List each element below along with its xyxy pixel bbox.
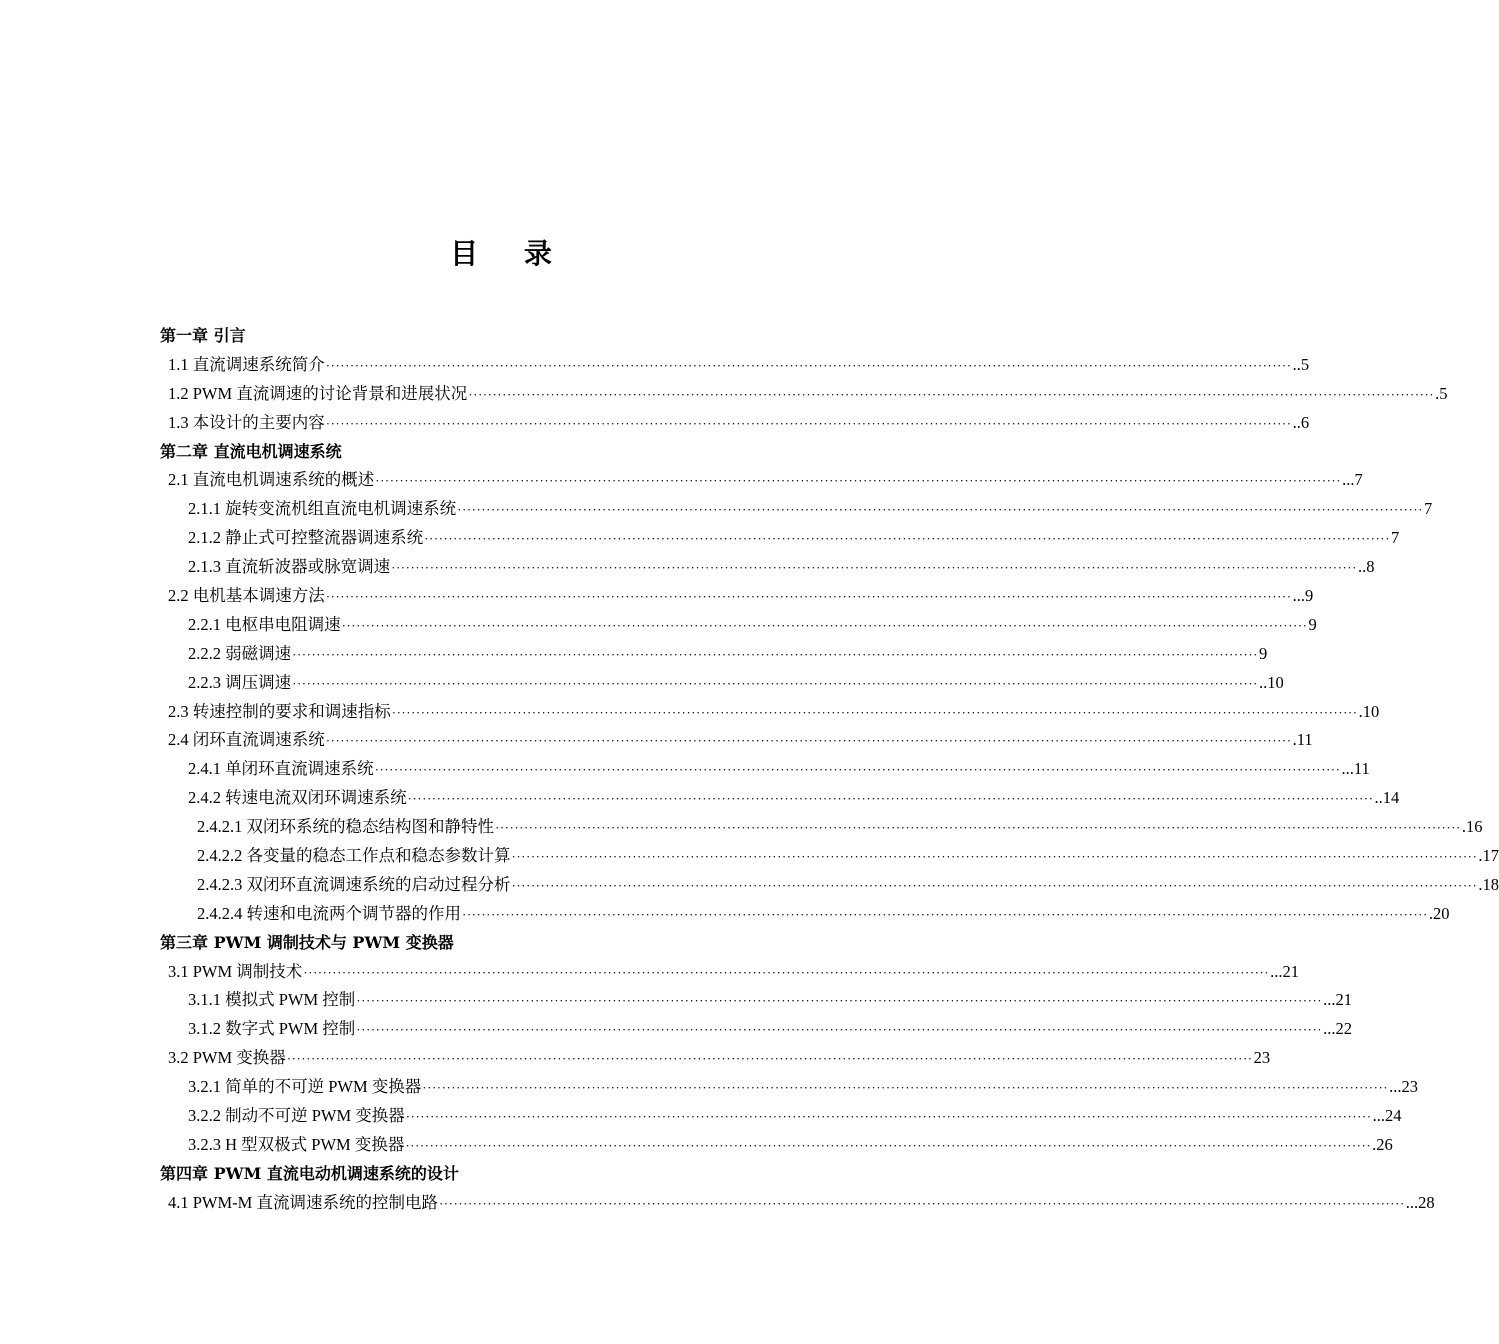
toc-entry-label: 2.4.2 转速电流双闭环调速系统 xyxy=(188,788,407,808)
toc-entry[interactable] xyxy=(160,784,1400,813)
toc-entry-label: 2.2.3 调压调速 xyxy=(188,672,292,692)
toc-page-number: ...21 xyxy=(1323,990,1352,1010)
dot-leader: ········································································································································································································ xyxy=(356,993,1323,1009)
toc-page-number: ...23 xyxy=(1389,1077,1418,1097)
toc-entry-label: 1.3 本设计的主要内容 xyxy=(168,412,325,432)
toc-entry-label: 2.3 转速控制的要求和调速指标 xyxy=(168,701,391,721)
toc-entry[interactable] xyxy=(160,755,1370,784)
toc-page-number: ...7 xyxy=(1342,470,1363,490)
toc-page-number: .17 xyxy=(1478,846,1499,866)
dot-leader: ········································································································································································································ xyxy=(511,849,1478,865)
toc-entry-label: 3.1.1 模拟式 PWM 控制 xyxy=(188,990,356,1010)
toc-chapter-heading[interactable] xyxy=(160,929,860,958)
toc-entry[interactable] xyxy=(160,553,1375,582)
toc-page-number: ...21 xyxy=(1270,961,1299,981)
toc-entry[interactable] xyxy=(160,726,1313,755)
dot-leader: ········································································································································································································ xyxy=(325,415,1292,431)
dot-leader: ········································································································································································································ xyxy=(391,704,1358,720)
toc-entry[interactable] xyxy=(160,582,1314,611)
toc-entry-label: 3.2.2 制动不可逆 PWM 变换器 xyxy=(188,1106,405,1126)
toc-entry[interactable] xyxy=(160,1073,1418,1102)
dot-leader: ········································································································································································································ xyxy=(325,589,1292,605)
dot-leader: ········································································································································································································ xyxy=(495,820,1461,836)
toc-entry-label: 1.2 PWM 直流调速的讨论背景和进展状况 xyxy=(168,383,468,403)
toc-entry[interactable] xyxy=(160,669,1284,698)
dot-leader: ········································································································································································································ xyxy=(375,473,1342,489)
toc-entry-label: 2.4.2.1 双闭环系统的稳态结构图和静特性 xyxy=(197,817,494,837)
toc-entry-label: 2.4.2.4 转速和电流两个调节器的作用 xyxy=(197,903,461,923)
dot-leader: ········································································································································································································ xyxy=(325,357,1292,373)
toc-page-number: 7 xyxy=(1423,499,1433,519)
toc-page-number: ...22 xyxy=(1323,1019,1352,1039)
dot-leader: ········································································································································································································ xyxy=(341,617,1308,633)
toc-entry[interactable] xyxy=(160,813,1483,842)
toc-page-number: ..10 xyxy=(1258,672,1284,692)
toc-entry-label: 2.1 直流电机调速系统的概述 xyxy=(168,470,375,490)
toc-page-number: ..8 xyxy=(1357,557,1375,577)
toc-entry[interactable] xyxy=(160,1189,1435,1218)
toc-page-number: 7 xyxy=(1390,528,1400,548)
toc-entry-label: 2.2 电机基本调速方法 xyxy=(168,586,325,606)
toc-entry[interactable] xyxy=(160,1044,1271,1073)
toc-entry-label: 2.2.1 电枢串电阻调速 xyxy=(188,614,341,634)
toc-entry[interactable] xyxy=(160,466,1363,495)
dot-leader: ········································································································································································································ xyxy=(292,675,1258,691)
toc-page-number: .5 xyxy=(1435,383,1448,403)
dot-leader: ········································································································································································································ xyxy=(468,386,1435,402)
toc-entry-label: 3.1.2 数字式 PWM 控制 xyxy=(188,1019,356,1039)
toc-page-number: ...28 xyxy=(1405,1192,1435,1212)
toc-entry-label: 2.2.2 弱磁调速 xyxy=(188,643,292,663)
toc-page-number: 9 xyxy=(1258,643,1268,663)
toc-page-number: .26 xyxy=(1372,1134,1393,1154)
toc-entry-label: 2.1.1 旋转变流机组直流电机调速系统 xyxy=(188,499,457,519)
dot-leader: ········································································································································································································ xyxy=(356,1022,1323,1038)
dot-leader: ········································································································································································································ xyxy=(374,762,1341,778)
dot-leader: ········································································································································································································ xyxy=(457,502,1423,518)
toc-page-number: ..6 xyxy=(1292,412,1310,432)
toc-entry-label: 第二章 直流电机调速系统 xyxy=(160,441,342,461)
toc-entry[interactable] xyxy=(160,1131,1393,1160)
toc-page-number: .11 xyxy=(1292,730,1313,750)
dot-leader: ········································································································································································································ xyxy=(422,1080,1389,1096)
toc-entry[interactable] xyxy=(160,986,1352,1015)
toc-entry-label: 2.4.2.2 各变量的稳态工作点和稳态参数计算 xyxy=(197,846,511,866)
toc-page-number: ...9 xyxy=(1292,586,1314,606)
toc-entry[interactable] xyxy=(160,1015,1352,1044)
toc-entry[interactable] xyxy=(160,900,1450,929)
toc-entry-label: 3.2.3 H 型双极式 PWM 变换器 xyxy=(188,1134,405,1154)
toc-entry-label: 第四章 PWM 直流电动机调速系统的设计 xyxy=(160,1163,459,1183)
toc-entry-label: 第一章 引言 xyxy=(160,326,246,345)
toc-entry-label: 2.1.3 直流斩波器或脉宽调速 xyxy=(188,557,391,577)
dot-leader: ········································································································································································································ xyxy=(405,1109,1372,1125)
toc-entry-label: 3.2.1 简单的不可逆 PWM 变换器 xyxy=(188,1077,422,1097)
toc-entry-label: 2.4.1 单闭环直流调速系统 xyxy=(188,759,374,779)
toc-page-number: ...24 xyxy=(1372,1106,1402,1126)
toc-page-number: 9 xyxy=(1308,614,1317,634)
toc-page-number: ..14 xyxy=(1374,788,1400,808)
dot-leader: ········································································································································································································ xyxy=(391,560,1357,576)
toc-page-number: .10 xyxy=(1358,701,1380,721)
toc-entry[interactable] xyxy=(160,958,1299,987)
dot-leader: ········································································································································································································ xyxy=(405,1137,1372,1153)
toc-entry-label: 2.4.2.3 双闭环直流调速系统的启动过程分析 xyxy=(197,874,511,894)
toc-page-number: .16 xyxy=(1461,817,1483,837)
dot-leader: ········································································································································································································ xyxy=(462,906,1428,922)
toc-entry[interactable] xyxy=(160,842,1499,871)
toc-entry[interactable] xyxy=(160,640,1268,669)
toc-entry[interactable] xyxy=(160,698,1380,727)
toc-entry-label: 3.2 PWM 变换器 xyxy=(168,1048,286,1068)
toc-entry[interactable] xyxy=(160,351,1310,380)
page-title: 目 录 xyxy=(450,237,570,270)
toc-page-number: 23 xyxy=(1253,1048,1271,1068)
toc-chapter-heading[interactable] xyxy=(160,1160,860,1189)
toc-entry[interactable] xyxy=(160,871,1499,900)
toc-page-number: .20 xyxy=(1428,903,1450,923)
toc-entry[interactable] xyxy=(160,1102,1402,1131)
toc-page-number: .18 xyxy=(1478,874,1499,894)
toc-chapter-heading[interactable] xyxy=(160,322,860,351)
toc-entry[interactable] xyxy=(160,409,1310,438)
dot-leader: ········································································································································································································ xyxy=(286,1051,1253,1067)
toc-entry-label: 1.1 直流调速系统简介 xyxy=(168,354,325,374)
dot-leader: ········································································································································································································ xyxy=(511,877,1478,893)
dot-leader: ········································································································································································································ xyxy=(303,964,1270,980)
dot-leader: ········································································································································································································ xyxy=(438,1195,1405,1211)
toc-entry[interactable] xyxy=(160,611,1317,640)
dot-leader: ········································································································································································································ xyxy=(325,733,1292,749)
dot-leader: ········································································································································································································ xyxy=(292,646,1258,662)
toc-entry-label: 2.4 闭环直流调速系统 xyxy=(168,730,325,750)
toc-page-number: ...11 xyxy=(1341,759,1370,779)
toc-entry-label: 3.1 PWM 调制技术 xyxy=(168,961,303,981)
table-of-contents xyxy=(160,322,1499,1218)
toc-page-number: ..5 xyxy=(1292,354,1310,374)
toc-entry-label: 2.1.2 静止式可控整流器调速系统 xyxy=(188,528,424,548)
dot-leader: ········································································································································································································ xyxy=(407,791,1374,807)
toc-entry[interactable] xyxy=(160,495,1433,524)
toc-entry[interactable] xyxy=(160,380,1448,409)
dot-leader: ········································································································································································································ xyxy=(424,531,1390,547)
toc-entry[interactable] xyxy=(160,524,1400,553)
toc-entry-label: 4.1 PWM-M 直流调速系统的控制电路 xyxy=(168,1192,438,1212)
toc-entry-label: 第三章 PWM 调制技术与 PWM 变换器 xyxy=(160,932,454,952)
toc-chapter-heading[interactable] xyxy=(160,438,860,467)
